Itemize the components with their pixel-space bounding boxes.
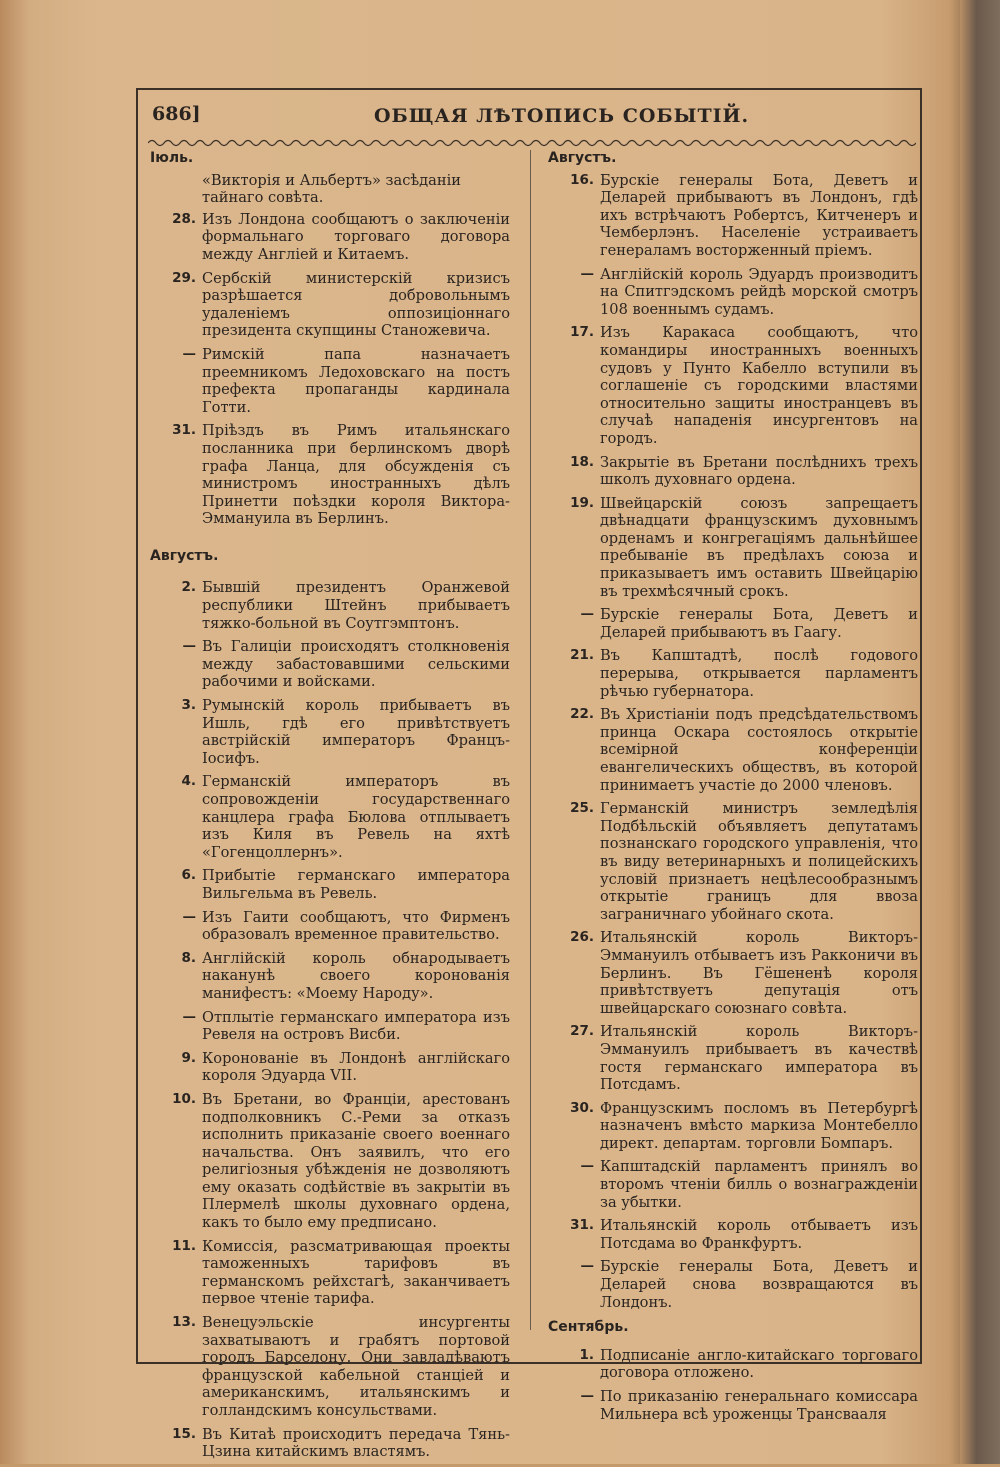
chronicle-entry xyxy=(548,647,918,700)
entry-text: Венецуэльскіе инсургенты захватываютъ и грабятъ портовой городъ Барселону. Они завладѣваютъ французской кабельной станціей и американскимъ, итальянскимъ и голландскимъ консульствами. xyxy=(202,1314,510,1419)
chronicle-entry xyxy=(548,495,918,601)
entry-text: Итальянскій король Викторъ-Эммануилъ отбываетъ изъ Ракконичи въ Берлинъ. Въ Гёшененѣ короля привѣтствуетъ депутація отъ швейцарскаго союзнаго совѣта. xyxy=(600,929,918,1017)
entry-text: Германскій министръ земледѣлія Подбѣльскій объявляетъ депутатамъ познанскаго городского управленія, что въ виду ветеринарныхъ и полицейскихъ условій признаетъ нецѣлесообразнымъ открытіе границъ для ввоза заграничнаго убойнаго скота. xyxy=(600,800,918,923)
chronicle-entry xyxy=(548,324,918,447)
entry-text: Отплытіе германскаго императора изъ Ревеля на островъ Висби. xyxy=(202,1008,510,1044)
chronicle-entry xyxy=(150,1426,510,1461)
entry-date: 10. xyxy=(172,1090,196,1107)
entry-text: Изъ Гаити сообщаютъ, что Фирменъ образовалъ временное правительство. xyxy=(202,908,510,944)
entry-date: 28. xyxy=(172,210,196,227)
entry-date: 19. xyxy=(570,494,594,511)
entry-date: 6. xyxy=(181,867,196,884)
chronicle-entry xyxy=(548,1258,918,1311)
month-heading-august: Августъ. xyxy=(150,547,219,564)
entry-text: Въ Капштадтѣ, послѣ годового перерыва, открывается парламентъ рѣчью губернатора. xyxy=(600,647,918,700)
chronicle-entry xyxy=(150,1091,510,1232)
entry-text: Прибытіе германскаго императора Вильгельма въ Ревель. xyxy=(202,867,510,902)
chronicle-entry xyxy=(548,172,918,260)
entry-date: — xyxy=(182,345,196,362)
chronicle-entry xyxy=(150,422,510,528)
entry-date: 31. xyxy=(570,1217,594,1234)
chronicle-entry xyxy=(548,606,918,641)
decorative-wave-rule xyxy=(148,136,916,150)
entry-date: 26. xyxy=(570,929,594,946)
entry-text: Бурскіе генералы Бота, Деветъ и Деларей снова возвращаются въ Лондонъ. xyxy=(600,1258,918,1311)
entry-date: 1. xyxy=(579,1346,594,1363)
entry-text: Румынскій король прибываетъ въ Ишль, гдѣ его привѣтствуетъ австрійскій императоръ Францъ-Іосифъ. xyxy=(202,697,510,767)
chronicle-entry xyxy=(548,1100,918,1153)
entry-date: 27. xyxy=(570,1023,594,1040)
entry-date: 3. xyxy=(181,697,196,714)
chronicle-entry xyxy=(150,1009,510,1044)
month-heading-september: Сентябрь. xyxy=(548,1319,629,1336)
entry-date: 13. xyxy=(172,1314,196,1331)
entry-date: — xyxy=(182,1008,196,1025)
entry-date: — xyxy=(580,265,594,282)
entry-text: Закрытіе въ Бретани послѣднихъ трехъ школъ духовнаго ордена. xyxy=(600,453,918,489)
entry-date: — xyxy=(580,1158,594,1175)
entry-date: 22. xyxy=(570,706,594,723)
entry-text: Въ Христіаніи подъ предсѣдательствомъ принца Оскара состоялось открытіе всемірной конференціи евангелическихъ обществъ, въ которой принимаетъ участіе до 2000 членовъ. xyxy=(600,706,918,794)
chronicle-entry xyxy=(150,579,510,632)
running-header xyxy=(152,103,912,139)
chronicle-entry xyxy=(548,266,918,319)
entry-date: 15. xyxy=(172,1425,196,1442)
entry-text: Итальянскій король Викторъ-Эммануилъ прибываетъ въ качествѣ гостя германскаго императора въ Потсдамъ. xyxy=(600,1023,918,1094)
entry-date: 29. xyxy=(172,269,196,286)
entry-text: Въ Китаѣ происходитъ передача Тянь-Цзина китайскимъ властямъ. xyxy=(202,1425,510,1461)
column-divider xyxy=(530,150,531,1330)
entry-date: — xyxy=(580,606,594,623)
chronicle-entry xyxy=(548,929,918,1017)
right-column xyxy=(548,150,918,1429)
entry-text: Итальянскій король отбываетъ изъ Потсдама во Франкфуртъ. xyxy=(600,1217,918,1252)
entry-text: Римскій папа назначаетъ преемникомъ Ледоховскаго на постъ префекта пропаганды кардинала Готти. xyxy=(202,345,510,416)
entry-text: Бурскіе генералы Бота, Деветъ и Деларей прибываютъ въ Гаагу. xyxy=(600,606,918,641)
chronicle-entry xyxy=(548,1388,918,1423)
chronicle-entry xyxy=(150,773,510,861)
chronicle-entry xyxy=(150,697,510,767)
september-entries xyxy=(548,1347,918,1423)
entry-text: Бывшій президентъ Оранжевой республики Штейнъ прибываетъ тяжко-больной въ Соутгэмптонъ. xyxy=(202,579,510,632)
entry-date: — xyxy=(182,638,196,655)
entry-text: Подписаніе англо-китайскаго торговаго договора отложено. xyxy=(600,1346,918,1382)
entry-date: — xyxy=(580,1258,594,1275)
entry-text: Въ Бретани, во Франціи, арестованъ подполковникъ С.-Реми за отказъ исполнить приказаніе своего военнаго начальства. Онъ заявилъ, что его религіозныя убѣжденія не дозволяютъ ему оказать содѣйствіе въ закрытіи въ Плермелѣ школы духовнаго ордена, какъ то было ему предписано. xyxy=(202,1090,510,1232)
chronicle-entry xyxy=(150,638,510,691)
august-entries-left xyxy=(150,579,510,1460)
entry-text: Англійскій король Эдуардъ производитъ на Спитгэдскомъ рейдѣ морской смотръ 108 военнымъ судамъ. xyxy=(600,265,918,318)
july-entries xyxy=(150,211,510,528)
chronicle-entry xyxy=(150,950,510,1003)
entry-date: — xyxy=(580,1388,594,1404)
chronicle-entry xyxy=(548,454,918,489)
entry-text: Изъ Каракаса сообщаютъ, что командиры иностранныхъ военныхъ судовъ у Пунто Кабелло вступили въ соглашеніе съ городскими властями относительно защиты иностранцевъ въ случаѣ нападенія инсургентовъ на городъ. xyxy=(600,324,918,447)
entry-text: Германскій императоръ въ сопровожденіи государственнаго канцлера графа Бюлова отплываетъ изъ Киля въ Ревель на яхтѣ «Гогенцоллернъ». xyxy=(202,773,510,861)
entry-date: 21. xyxy=(570,647,594,664)
chronicle-entry xyxy=(150,211,510,264)
chronicle-entry xyxy=(548,1023,918,1093)
entry-date: 25. xyxy=(570,800,594,817)
chronicle-entry xyxy=(150,1050,510,1085)
entry-date: 9. xyxy=(181,1049,196,1066)
entry-date: 16. xyxy=(570,171,594,188)
chronicle-entry xyxy=(548,800,918,923)
entry-date: 2. xyxy=(181,579,196,596)
entry-text: Англійскій король обнародываетъ наканунѣ своего коронованія манифестъ: «Моему Народу». xyxy=(202,949,510,1002)
entry-date: 11. xyxy=(172,1237,196,1254)
month-heading-july: Іюль. xyxy=(150,150,194,166)
entry-date: 8. xyxy=(181,949,196,966)
entry-date: 18. xyxy=(570,453,594,470)
left-column xyxy=(150,150,510,1467)
entry-text: Сербскій министерскій кризисъ разрѣшается добровольнымъ удаленіемъ оппозиціоннаго президента скупщины Станожевича. xyxy=(202,269,510,340)
chronicle-entry xyxy=(548,1158,918,1211)
page-number: 686] xyxy=(152,103,201,125)
entry-text: Бурскіе генералы Бота, Деветъ и Деларей прибываютъ въ Лондонъ, гдѣ ихъ встрѣчаютъ Робертсъ, Китченеръ и Чемберлэнъ. Населеніе устраиваетъ генераламъ восторженный пріемъ. xyxy=(600,171,918,259)
entry-date: 17. xyxy=(570,324,594,341)
chronicle-entry xyxy=(150,909,510,944)
chronicle-entry xyxy=(548,1217,918,1252)
chronicle-entry xyxy=(150,1238,510,1308)
entry-text: Капштадскій парламентъ принялъ во второмъ чтеніи билль о вознагражденіи за убытки. xyxy=(600,1158,918,1211)
entry-text: Въ Галиціи происходятъ столкновенія между забастовавшими сельскими рабочими и войсками. xyxy=(202,638,510,691)
entry-date: — xyxy=(182,908,196,925)
chronicle-entry xyxy=(548,1347,918,1382)
entry-text: По приказанію генеральнаго комиссара Мильнера всѣ уроженцы Трансвааля xyxy=(600,1388,918,1423)
book-edge xyxy=(960,0,1000,1464)
entry-text: Пріѣздъ въ Римъ итальянскаго посланника при берлинскомъ дворѣ графа Ланца, для обсужденія съ министромъ иностранныхъ дѣлъ Принетти поѣздки короля Виктора-Эммануила въ Берлинъ. xyxy=(202,422,510,528)
july-continuation: «Викторія и Альбертъ» засѣданіи тайнаго совѣта. xyxy=(202,171,461,207)
entry-text: Изъ Лондона сообщаютъ о заключеніи формальнаго торговаго договора между Англіей и Китаемъ. xyxy=(202,210,510,263)
chronicle-entry xyxy=(150,346,510,416)
chronicle-entry xyxy=(548,706,918,794)
entry-date: 4. xyxy=(181,773,196,790)
chronicle-entry xyxy=(150,1314,510,1420)
chronicle-entry xyxy=(150,867,510,902)
entry-text: Комиссія, разсматривающая проекты таможенныхъ тарифовъ въ германскомъ рейхстагѣ, заканчиваетъ первое чтеніе тарифа. xyxy=(202,1237,510,1308)
running-title: ОБЩАЯ ЛѢТОПИСЬ СОБЫТІЙ. xyxy=(374,105,750,127)
entry-text: Коронованіе въ Лондонѣ англійскаго короля Эдуарда VII. xyxy=(202,1049,510,1085)
entry-text: Французскимъ посломъ въ Петербургѣ назначенъ вмѣсто маркиза Монтебелло директ. департам. торговли Бомпаръ. xyxy=(600,1099,918,1152)
chronicle-entry xyxy=(150,270,510,340)
august-entries-right xyxy=(548,172,918,1312)
month-heading-august-right: Августъ. xyxy=(548,150,617,166)
entry-date: 30. xyxy=(570,1099,594,1116)
entry-date: 31. xyxy=(172,422,196,439)
entry-text: Швейцарскій союзъ запрещаетъ двѣнадцати французскимъ духовнымъ орденамъ и конгрегаціямъ дальнѣйшее пребываніе въ предѣлахъ союза и приказываетъ имъ оставить Швейцарію въ трехмѣсячный срокъ. xyxy=(600,494,918,600)
